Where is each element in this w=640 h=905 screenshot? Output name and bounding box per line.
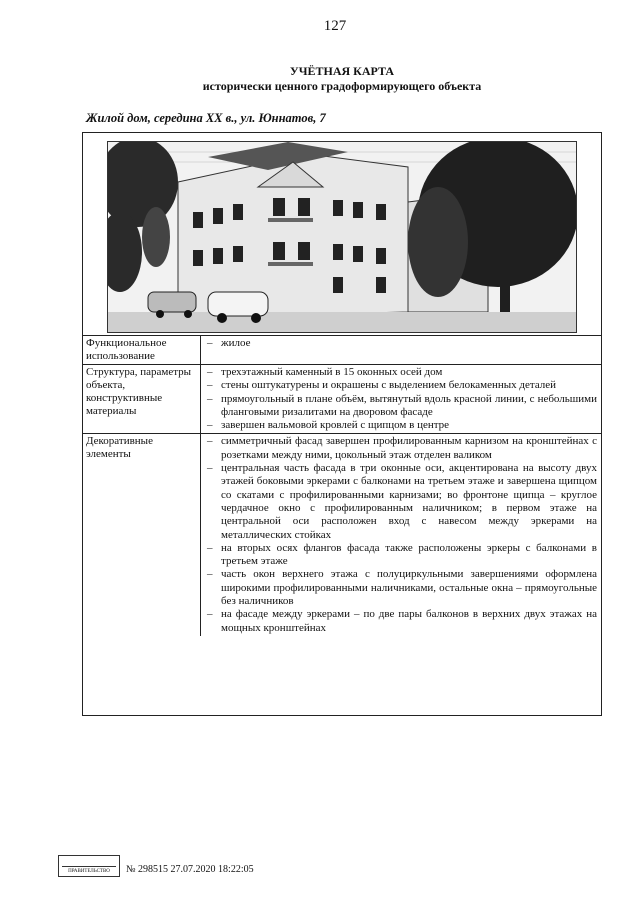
list-item: – завершен вальмовой кровлей с щипцом в центре [207,419,450,432]
list-item: – трехэтажный каменный в 15 оконных осей дом [207,366,443,378]
list-item: – симметричный фасад завершен профилированным карнизом на кронштейнах с розетками между ними, цокольный этаж отделен валиком [207,435,597,461]
page-number: 127 [323,18,347,34]
row-label: Декоративные элементы [83,434,201,635]
card-title [0,64,640,94]
card-rows [83,335,601,715]
card-title-line-2: исторически ценного градоформирующего объекта [202,79,482,93]
footer [58,855,254,877]
object-name: Жилой дом, середина XX в., ул. Юннатов, 7 [86,111,326,125]
row-label: Структура, параметры объекта, конструктивные материалы [83,365,201,433]
row-decor [83,434,601,635]
list-item: – на фасаде между эркерами – по две пары балконов в верхних двух этажах на мощных кронштейнах [207,608,597,634]
list-item: – часть окон верхнего этажа с полуциркульными завершениями оформлена широкими профилированными наличниками, остальные окна – прямоугольные без наличников [207,568,597,608]
row-function [83,336,601,365]
building-photo-image [108,142,576,332]
list-item: – центральная часть фасада в три оконные оси, акцентирована на высоту двух этажей боковыми эркерами с балконами на третьем этаже и завершена щипцом со скатами с профилированными карнизами; во фронтоне щипца – круглое чердачное окно с профилированным наличником; в первом этаже на центральной оси расположен вход с навесом между эркерами на металлических стойках [207,462,597,541]
row-structure [83,365,601,434]
list-item: – стены оштукатурены и окрашены с выделением белокаменных деталей [207,379,557,392]
stamp-text: ПРАВИТЕЛЬСТВО [68,869,110,874]
government-stamp [58,855,120,877]
row-label: Функциональное использование [83,336,201,364]
list-item: – жилое [207,337,251,349]
row-content [201,365,601,433]
record-card-table [82,132,602,716]
building-photo [107,141,577,333]
row-content [201,434,601,635]
list-item: – прямоугольный в плане объём, вытянутый вдоль красной линии, с небольшими фланговыми ризалитами на дворовом фасаде [207,392,597,418]
list-item: – на вторых осях флангов фасада также расположены эркеры с балконами в третьем этаже [207,541,597,568]
card-title-line-1: УЧЁТНАЯ КАРТА [289,64,395,78]
document-id: № 298515 27.07.2020 18:22:05 [126,864,254,875]
row-content [201,336,601,364]
